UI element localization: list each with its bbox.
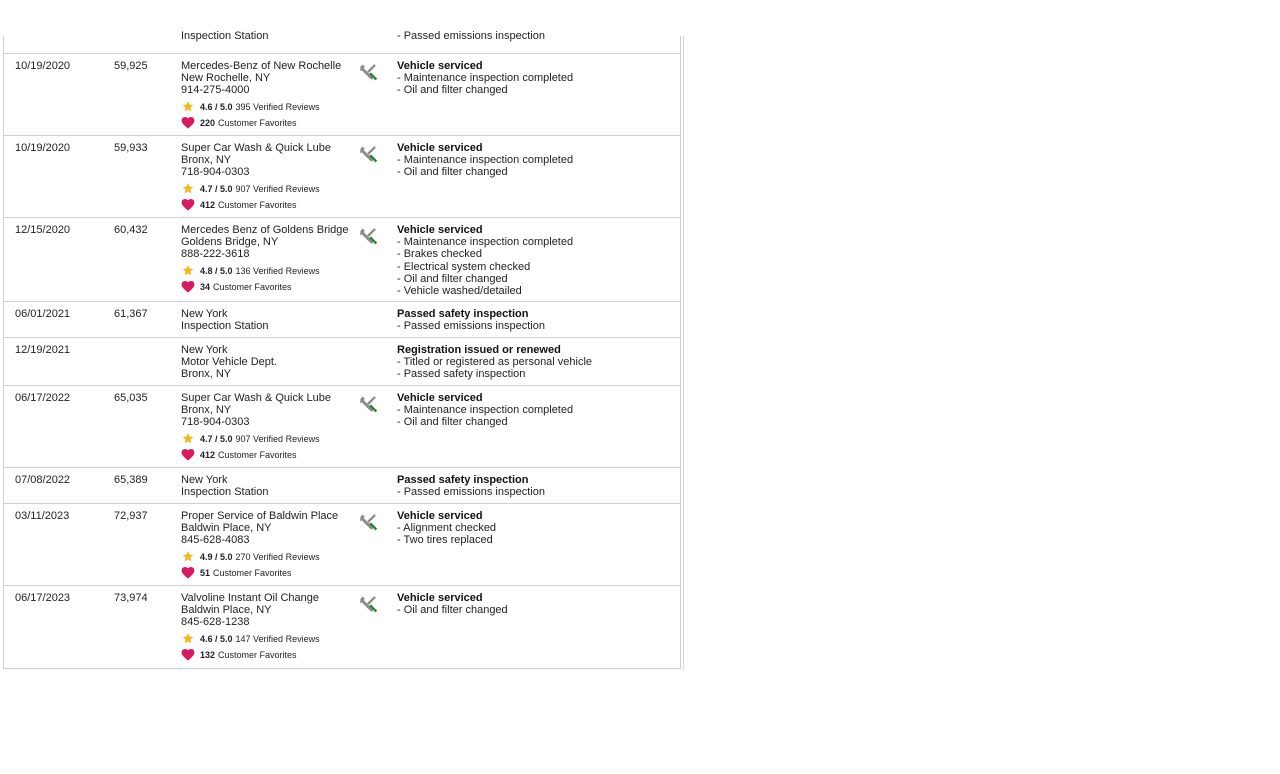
detail-item: - Passed emissions inspection — [397, 320, 545, 333]
rating-summary — [181, 433, 356, 445]
service-tools-icon — [358, 394, 378, 414]
record-source — [181, 308, 356, 332]
source-line: 914-275-4000 — [181, 84, 250, 97]
source-name: Mercedes Benz of Goldens Bridge — [181, 224, 349, 236]
detail-item: - Passed safety inspection — [397, 368, 526, 381]
record-details — [397, 60, 677, 97]
record-source — [181, 142, 356, 211]
source-line: Inspection Station — [181, 486, 269, 499]
favorites-label: Customer Favorites — [218, 449, 297, 460]
record-details — [397, 142, 677, 179]
detail-item: - Oil and filter changed — [397, 604, 508, 617]
detail-item: - Passed emissions inspection — [397, 30, 545, 42]
favorites-summary — [181, 449, 356, 461]
heart-icon — [181, 198, 195, 211]
history-row — [4, 218, 680, 302]
review-count: 270 Verified Reviews — [235, 551, 320, 562]
rating-score: 4.6 / 5.0 — [200, 633, 233, 644]
source-line: Motor Vehicle Dept. — [181, 356, 277, 369]
heart-icon — [181, 448, 195, 461]
record-source — [181, 510, 356, 579]
record-details — [397, 392, 677, 429]
star-icon — [181, 550, 195, 563]
record-date: 12/19/2021 — [15, 344, 71, 356]
record-date: 03/11/2023 — [15, 510, 70, 522]
detail-title: Passed safety inspection — [397, 308, 529, 320]
favorites-label: Customer Favorites — [218, 199, 297, 210]
source-name: Super Car Wash & Quick Lube — [181, 142, 331, 154]
rating-summary — [181, 265, 356, 277]
record-mileage: 59,933 — [114, 142, 148, 154]
record-source — [181, 30, 356, 42]
service-icon-wrap — [358, 144, 378, 164]
record-mileage: 60,432 — [114, 224, 148, 236]
review-count: 907 Verified Reviews — [235, 183, 320, 194]
review-count: 136 Verified Reviews — [235, 265, 320, 276]
heart-icon — [181, 280, 195, 293]
detail-title: Passed safety inspection — [397, 474, 529, 486]
history-row — [4, 30, 680, 54]
favorites-count: 220 — [200, 117, 216, 128]
service-tools-icon — [358, 512, 378, 532]
favorites-summary — [181, 117, 356, 129]
source-line: Bronx, NY — [181, 404, 232, 417]
record-mileage: 73,974 — [114, 592, 148, 604]
record-mileage: 59,925 — [114, 60, 148, 72]
star-icon — [181, 432, 195, 445]
favorites-label: Customer Favorites — [213, 281, 292, 292]
source-line: New Rochelle, NY — [181, 72, 271, 85]
vehicle-history-table — [3, 30, 681, 669]
source-line: Bronx, NY — [181, 154, 232, 167]
detail-item: - Oil and filter changed — [397, 84, 508, 97]
source-line: Goldens Bridge, NY — [181, 236, 279, 249]
history-row — [4, 338, 680, 386]
rating-score: 4.7 / 5.0 — [200, 183, 233, 194]
detail-title: Registration issued or renewed — [397, 344, 561, 356]
service-tools-icon — [358, 144, 378, 164]
detail-item: - Alignment checked — [397, 522, 497, 535]
record-details — [397, 224, 677, 297]
service-icon-wrap — [358, 394, 378, 414]
heart-icon — [181, 648, 195, 661]
source-line: 718-904-0303 — [181, 416, 250, 429]
rating-score: 4.9 / 5.0 — [200, 551, 233, 562]
favorites-label: Customer Favorites — [213, 567, 292, 578]
record-mileage: 65,389 — [114, 474, 148, 486]
record-source — [181, 592, 356, 661]
star-icon — [181, 264, 195, 277]
record-source — [181, 474, 356, 498]
detail-item: - Maintenance inspection completed — [397, 72, 574, 85]
record-date: 07/08/2022 — [15, 474, 71, 486]
source-line: 845-628-1238 — [181, 616, 250, 629]
record-details — [397, 510, 677, 547]
record-details — [397, 30, 677, 42]
favorites-label: Customer Favorites — [218, 649, 297, 660]
favorites-count: 51 — [200, 567, 211, 578]
detail-item: - Oil and filter changed — [397, 272, 508, 285]
record-source — [181, 60, 356, 129]
detail-item: - Maintenance inspection completed — [397, 404, 574, 417]
detail-title: Vehicle serviced — [397, 60, 483, 72]
history-row — [4, 504, 680, 586]
history-row — [4, 54, 680, 136]
detail-item: - Maintenance inspection completed — [397, 154, 574, 167]
service-tools-icon — [358, 594, 378, 614]
record-details — [397, 592, 677, 616]
detail-item: - Titled or registered as personal vehicle — [397, 356, 593, 369]
history-row — [4, 586, 680, 669]
service-tools-icon — [358, 226, 378, 246]
rating-score: 4.7 / 5.0 — [200, 433, 233, 444]
detail-title: Vehicle serviced — [397, 592, 483, 604]
favorites-count: 34 — [200, 281, 211, 292]
history-row — [4, 386, 680, 468]
heart-icon — [181, 566, 195, 579]
detail-item: - Vehicle washed/detailed — [397, 285, 522, 298]
source-line: 718-904-0303 — [181, 166, 250, 179]
heart-icon — [181, 116, 195, 129]
favorites-count: 412 — [200, 199, 216, 210]
review-count: 907 Verified Reviews — [235, 433, 320, 444]
history-row — [4, 302, 680, 338]
record-date: 06/17/2023 — [15, 592, 71, 604]
source-line: Bronx, NY — [181, 368, 232, 381]
rating-summary — [181, 633, 356, 645]
source-name: Valvoline Instant Oil Change — [181, 592, 319, 604]
source-name: Mercedes-Benz of New Rochelle — [181, 60, 342, 72]
favorites-count: 412 — [200, 449, 216, 460]
favorites-summary — [181, 281, 356, 293]
detail-item: - Oil and filter changed — [397, 416, 508, 429]
record-mileage: 72,937 — [114, 510, 148, 522]
favorites-summary — [181, 567, 356, 579]
detail-item: - Maintenance inspection completed — [397, 236, 574, 249]
service-icon-wrap — [358, 594, 378, 614]
detail-item: - Electrical system checked — [397, 260, 531, 273]
source-line: 888-222-3618 — [181, 248, 250, 261]
star-icon — [181, 632, 195, 645]
detail-item: - Two tires replaced — [397, 534, 493, 547]
record-date: 12/15/2020 — [15, 224, 71, 236]
column-divider — [683, 36, 684, 670]
record-source — [181, 224, 356, 293]
source-line: Inspection Station — [181, 320, 269, 333]
favorites-summary — [181, 199, 356, 211]
record-date: 06/17/2022 — [15, 392, 71, 404]
favorites-count: 132 — [200, 649, 216, 660]
source-name: Super Car Wash & Quick Lube — [181, 392, 331, 404]
detail-title: Vehicle serviced — [397, 142, 483, 154]
history-row — [4, 136, 680, 218]
service-icon-wrap — [358, 226, 378, 246]
source-line: New York — [181, 308, 228, 320]
service-icon-wrap — [358, 512, 378, 532]
record-mileage: 65,035 — [114, 392, 148, 404]
record-details — [397, 474, 677, 498]
review-count: 395 Verified Reviews — [235, 101, 320, 112]
detail-title: Vehicle serviced — [397, 510, 483, 522]
source-line: New York — [181, 344, 228, 356]
record-date: 10/19/2020 — [15, 142, 71, 154]
record-date: 06/01/2021 — [15, 308, 71, 320]
detail-title: Vehicle serviced — [397, 392, 483, 404]
record-details — [397, 344, 677, 381]
favorites-summary — [181, 649, 356, 661]
detail-item: - Brakes checked — [397, 248, 482, 261]
rating-summary — [181, 101, 356, 113]
rating-summary — [181, 551, 356, 563]
source-name: Proper Service of Baldwin Place — [181, 510, 339, 522]
star-icon — [181, 100, 195, 113]
rating-summary — [181, 183, 356, 195]
service-tools-icon — [358, 62, 378, 82]
source-line: New York — [181, 474, 228, 486]
record-date: 10/19/2020 — [15, 60, 71, 72]
star-icon — [181, 182, 195, 195]
rating-score: 4.6 / 5.0 — [200, 101, 233, 112]
history-row — [4, 468, 680, 504]
record-details — [397, 308, 677, 332]
detail-item: - Oil and filter changed — [397, 166, 508, 179]
detail-item: - Passed emissions inspection — [397, 486, 545, 499]
rating-score: 4.8 / 5.0 — [200, 265, 233, 276]
record-source — [181, 392, 356, 461]
source-line: Inspection Station — [181, 30, 269, 42]
record-source — [181, 344, 356, 381]
detail-title: Vehicle serviced — [397, 224, 483, 236]
review-count: 147 Verified Reviews — [235, 633, 320, 644]
source-line: Baldwin Place, NY — [181, 604, 272, 617]
source-line: Baldwin Place, NY — [181, 522, 272, 535]
record-mileage: 61,367 — [114, 308, 148, 320]
source-line: 845-628-4083 — [181, 534, 250, 547]
favorites-label: Customer Favorites — [218, 117, 297, 128]
service-icon-wrap — [358, 62, 378, 82]
